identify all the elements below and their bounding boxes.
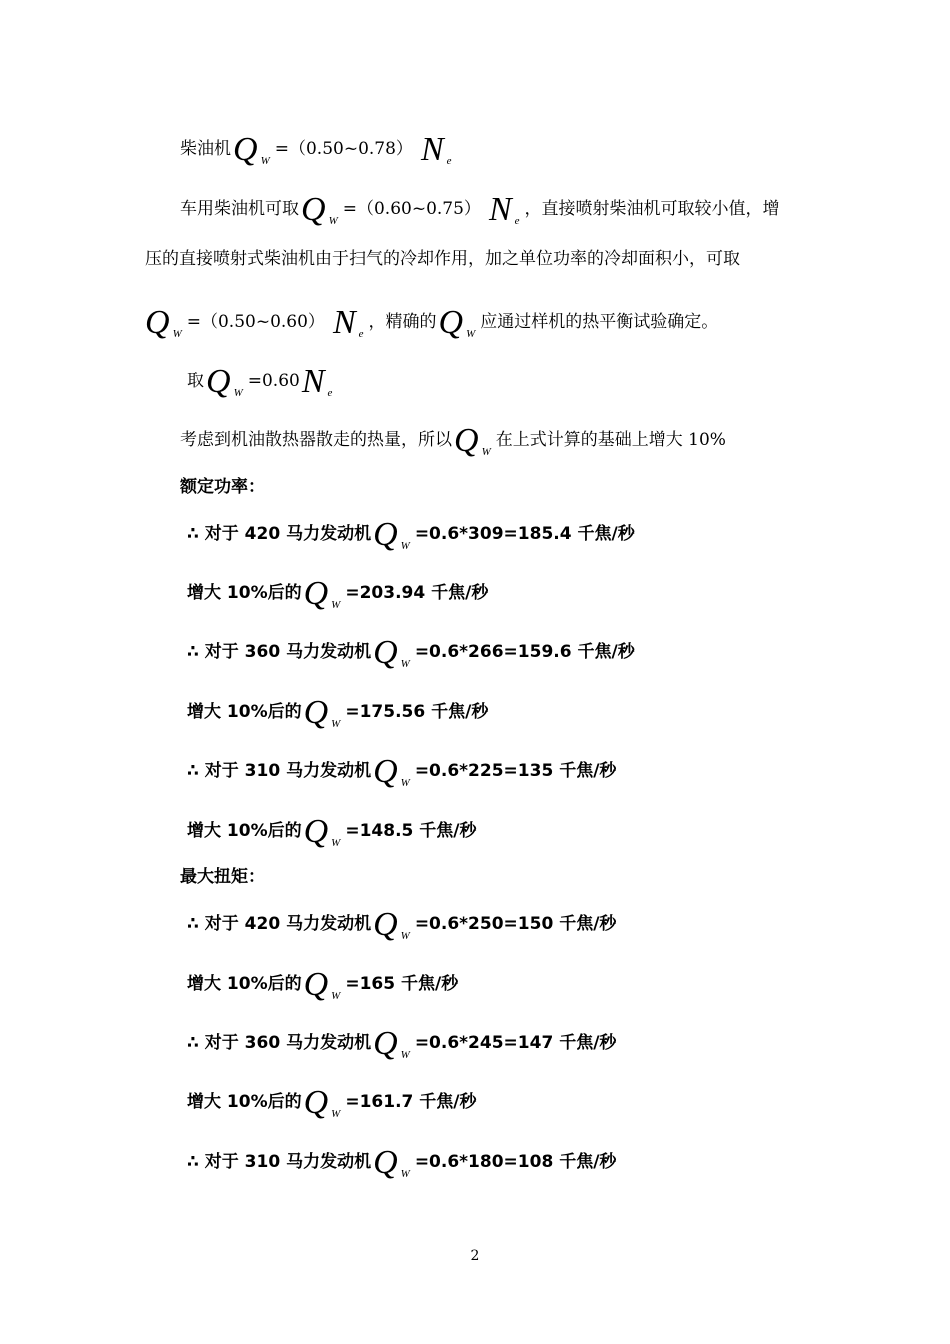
- subscript-w: W: [400, 1168, 410, 1180]
- calc-row: [187, 1084, 477, 1121]
- symbol-q: Q: [303, 813, 329, 850]
- paragraph-line: [180, 191, 780, 228]
- symbol-n: N: [488, 191, 512, 228]
- subscript-e: e: [514, 215, 520, 227]
- text-run: =175.56 千焦/秒: [345, 702, 489, 722]
- text-run: 车用柴油机可取: [180, 199, 299, 219]
- text-run: =（0.60~0.75）: [342, 199, 481, 219]
- subscript-w: W: [400, 1049, 410, 1061]
- text-run: 增大 10%后的: [187, 974, 302, 994]
- subscript-w: W: [172, 328, 182, 340]
- calc-row: [187, 753, 617, 790]
- text-run: =165 千焦/秒: [345, 974, 459, 994]
- subscript-w: W: [400, 777, 410, 789]
- symbol-n: N: [332, 304, 356, 341]
- symbol-q: Q: [373, 516, 398, 553]
- text-run: 柴油机: [180, 139, 231, 159]
- symbol-q: Q: [301, 191, 326, 228]
- calc-row: [187, 813, 477, 850]
- text-run: 增大 10%后的: [187, 583, 302, 603]
- subscript-w: W: [400, 540, 410, 552]
- subscript-w: W: [400, 930, 410, 942]
- symbol-n: N: [420, 131, 444, 168]
- subscript-w: W: [331, 718, 341, 730]
- symbol-q: Q: [373, 1025, 398, 1062]
- paragraph-line: [180, 131, 457, 168]
- symbol-q: Q: [373, 1144, 398, 1181]
- calc-row: [187, 694, 489, 731]
- paragraph-line: [180, 422, 726, 459]
- text-run: ∴ 对于 360 马力发动机: [187, 1033, 372, 1053]
- text-run: ∴ 对于 420 马力发动机: [187, 524, 372, 544]
- subscript-e: e: [446, 155, 452, 167]
- text-run: =0.6*250=150 千焦/秒: [414, 914, 617, 934]
- text-run: =（0.50~0.60）: [186, 312, 325, 332]
- text-run: 在上式计算的基础上增大 10%: [495, 430, 726, 450]
- symbol-q: Q: [454, 422, 479, 459]
- text-run: ∴ 对于 360 马力发动机: [187, 642, 372, 662]
- text-run: =0.6*266=159.6 千焦/秒: [414, 642, 635, 662]
- subscript-w: W: [331, 837, 341, 849]
- subscript-w: W: [331, 990, 341, 1002]
- calc-row: [187, 1144, 617, 1181]
- subscript-w: W: [400, 658, 410, 670]
- text-run: 取: [187, 371, 204, 391]
- calc-row: [187, 966, 459, 1003]
- text-run: =0.6*180=108 千焦/秒: [414, 1152, 617, 1172]
- subscript-e: e: [327, 387, 333, 399]
- symbol-q: Q: [303, 694, 329, 731]
- section-heading-rated-power: 额定功率：: [180, 477, 265, 497]
- page-number: 2: [470, 1248, 480, 1264]
- symbol-q: Q: [303, 575, 329, 612]
- text-run: =0.60: [247, 371, 300, 391]
- text-run: ∴ 对于 310 马力发动机: [187, 761, 372, 781]
- text-run: =0.6*225=135 千焦/秒: [414, 761, 617, 781]
- text-run: =（0.50~0.78）: [274, 139, 413, 159]
- calc-row: [187, 516, 635, 553]
- symbol-q: Q: [206, 363, 231, 400]
- subscript-w: W: [466, 328, 476, 340]
- subscript-w: W: [328, 215, 338, 227]
- text-run: =0.6*245=147 千焦/秒: [414, 1033, 617, 1053]
- text-run: =148.5 千焦/秒: [345, 821, 477, 841]
- subscript-w: W: [233, 387, 243, 399]
- symbol-q: Q: [438, 304, 464, 341]
- symbol-q: Q: [373, 753, 398, 790]
- symbol-q: Q: [303, 1084, 329, 1121]
- text-run: =0.6*309=185.4 千焦/秒: [414, 524, 635, 544]
- text-run: 增大 10%后的: [187, 702, 302, 722]
- symbol-n: N: [301, 363, 325, 400]
- calc-row: [187, 634, 635, 671]
- paragraph-line: [145, 304, 719, 341]
- calc-row: [187, 575, 489, 612]
- text-run: =161.7 千焦/秒: [345, 1092, 477, 1112]
- section-heading-max-torque: 最大扭矩：: [180, 867, 265, 887]
- text-run: =203.94 千焦/秒: [345, 583, 489, 603]
- calc-row: [187, 1025, 617, 1062]
- text-run: 增大 10%后的: [187, 1092, 302, 1112]
- subscript-w: W: [331, 1108, 341, 1120]
- symbol-q: Q: [373, 634, 398, 671]
- text-run: 考虑到机油散热器散走的热量，所以: [180, 430, 452, 450]
- text-run: ∴ 对于 310 马力发动机: [187, 1152, 372, 1172]
- text-run: 增大 10%后的: [187, 821, 302, 841]
- subscript-e: e: [358, 328, 364, 340]
- symbol-q: Q: [373, 906, 398, 943]
- text-run: ，精确的: [368, 312, 437, 332]
- text-run: ∴ 对于 420 马力发动机: [187, 914, 372, 934]
- symbol-q: Q: [303, 966, 329, 1003]
- text-run: 应通过样机的热平衡试验确定。: [480, 312, 719, 332]
- text-run: ，直接喷射柴油机可取较小值，增: [524, 199, 780, 219]
- paragraph-line: [145, 248, 740, 270]
- symbol-q: Q: [233, 131, 258, 168]
- paragraph-line: [187, 363, 337, 400]
- text-run: 压的直接喷射式柴油机由于扫气的冷却作用，加之单位功率的冷却面积小，可取: [145, 249, 740, 269]
- subscript-w: W: [260, 155, 270, 167]
- calc-row: [187, 906, 617, 943]
- subscript-w: W: [481, 446, 491, 458]
- symbol-q: Q: [145, 304, 170, 341]
- subscript-w: W: [331, 599, 341, 611]
